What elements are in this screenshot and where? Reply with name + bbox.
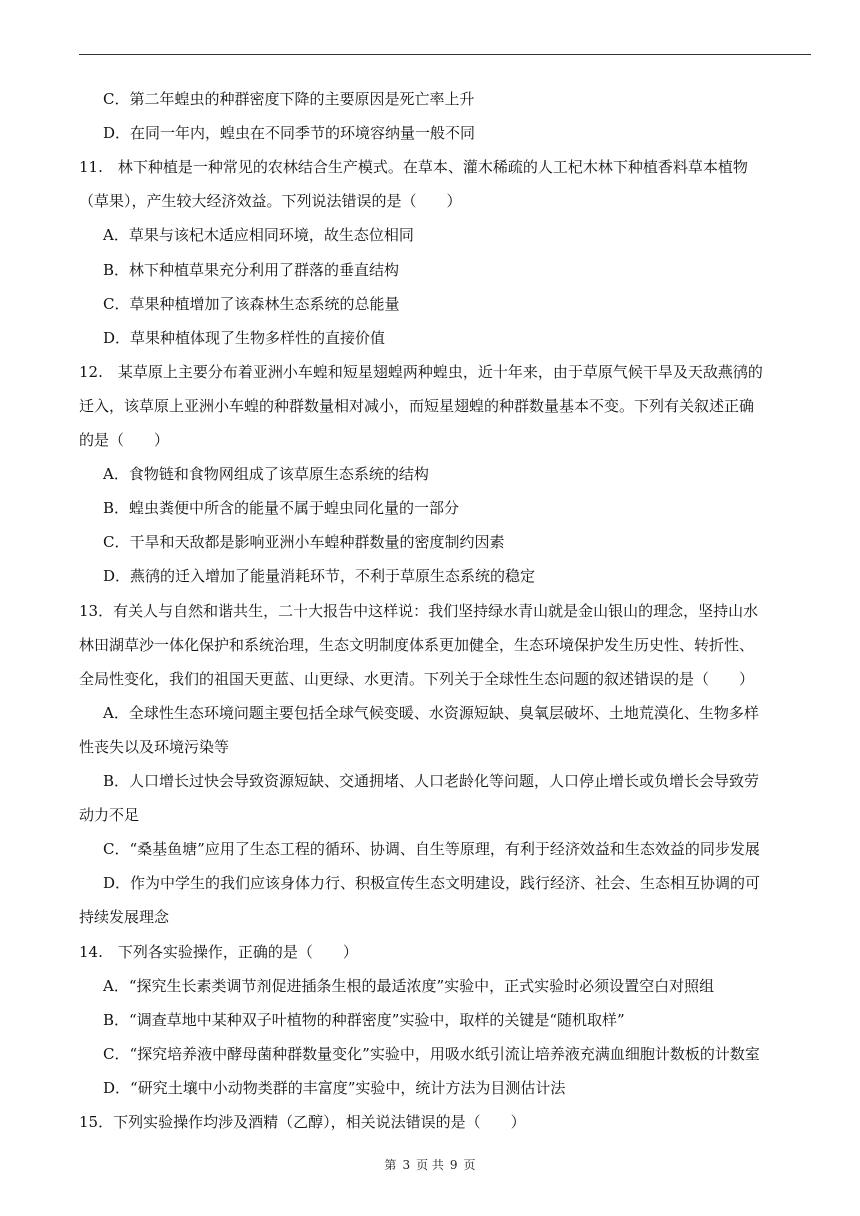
text-line-q12a: 12. 某草原上主要分布着亚洲小车蝗和短星翅蝗两种蝗虫，近十年来，由于草原气候干旱及天敌燕鸻的	[79, 363, 763, 381]
text-line-c10: C．第二年蝗虫的种群密度下降的主要原因是死亡率上升	[103, 90, 475, 108]
footer-middle: 页 共	[416, 1158, 444, 1172]
text-line-c11: C．草果种植增加了该森林生态系统的总能量	[103, 295, 400, 313]
text-line-d14: D．“研究土壤中小动物类群的丰富度”实验中，统计方法为目测估计法	[103, 1079, 566, 1097]
text-line-q14: 14. 下列各实验操作，正确的是（ ）	[79, 943, 358, 961]
text-line-c13: C．“桑基鱼塘”应用了生态工程的循环、协调、自生等原理，有利于经济效益和生态效益的同步发展	[103, 840, 760, 858]
text-line-d12: D．燕鸻的迁入增加了能量消耗环节，不利于草原生态系统的稳定	[103, 567, 536, 585]
text-line-q13b: 林田湖草沙一体化保护和系统治理，生态文明制度体系更加健全，生态环境保护发生历史性、转折性、	[79, 636, 755, 654]
page-footer	[0, 1156, 860, 1173]
text-line-q12b: 迁入，该草原上亚洲小车蝗的种群数量相对减小，而短星翅蝗的种群数量基本不变。下列有关叙述正确	[79, 397, 755, 415]
text-line-q11a: 11. 林下种植是一种常见的农林结合生产模式。在草本、灌木稀疏的人工杞木林下种植香料草本植物	[79, 158, 748, 176]
text-line-b12: B．蝗虫粪便中所含的能量不属于蝗虫同化量的一部分	[103, 499, 460, 517]
text-line-d13a: D．作为中学生的我们应该身体力行、积极宣传生态文明建设，践行经济、社会、生态相互协调的可	[103, 874, 761, 892]
footer-suffix: 页	[463, 1158, 476, 1172]
text-line-q15: 15．下列实验操作均涉及酒精（乙醇），相关说法错误的是（ ）	[79, 1113, 526, 1131]
text-line-b13b: 动力不足	[79, 806, 140, 824]
text-line-b14: B．“调查草地中某种双子叶植物的种群密度”实验中，取样的关键是“随机取样”	[103, 1011, 625, 1029]
footer-prefix: 第	[384, 1158, 397, 1172]
text-line-c12: C．干旱和天敌都是影响亚洲小车蝗种群数量的密度制约因素	[103, 533, 505, 551]
text-line-a13b: 性丧失以及环境污染等	[79, 738, 230, 756]
text-line-q13a: 13．有关人与自然和谐共生，二十大报告中这样说：我们坚持绿水青山就是金山银山的理念，坚持山水	[79, 602, 759, 620]
text-line-a12: A．食物链和食物网组成了该草原生态系统的结构	[103, 465, 429, 483]
text-line-b11: B．林下种植草果充分利用了群落的垂直结构	[103, 261, 400, 279]
text-line-a13a: A．全球性生态环境问题主要包括全球气候变暖、水资源短缺、臭氧层破坏、土地荒漠化、生物多样	[103, 704, 759, 722]
header-rule	[79, 54, 811, 55]
text-line-a14: A．“探究生长素类调节剂促进插条生根的最适浓度”实验中，正式实验时必须设置空白对照组	[103, 977, 715, 995]
text-line-d10: D．在同一年内，蝗虫在不同季节的环境容纳量一般不同	[103, 124, 476, 142]
text-line-d11: D．草果种植体现了生物多样性的直接价值	[103, 329, 386, 347]
footer-page-number: 3	[402, 1158, 411, 1172]
text-line-q12c: 的是（ ）	[79, 431, 170, 449]
text-line-c14: C．“探究培养液中酵母菌种群数量变化”实验中，用吸水纸引流让培养液充满血细胞计数板的计数室	[103, 1045, 760, 1063]
text-line-q13c: 全局性变化，我们的祖国天更蓝、山更绿、水更清。下列关于全球性生态问题的叙述错误的是（ ）	[79, 670, 755, 688]
text-line-q11b: （草果），产生较大经济效益。下列说法错误的是（ ）	[79, 192, 462, 210]
text-line-a11: A．草果与该杞木适应相同环境，故生态位相同	[103, 226, 414, 244]
text-line-d13b: 持续发展理念	[79, 908, 170, 926]
text-line-b13a: B．人口增长过快会导致资源短缺、交通拥堵、人口老龄化等问题，人口停止增长或负增长会导致劳	[103, 772, 760, 790]
footer-total-pages: 9	[449, 1158, 458, 1172]
